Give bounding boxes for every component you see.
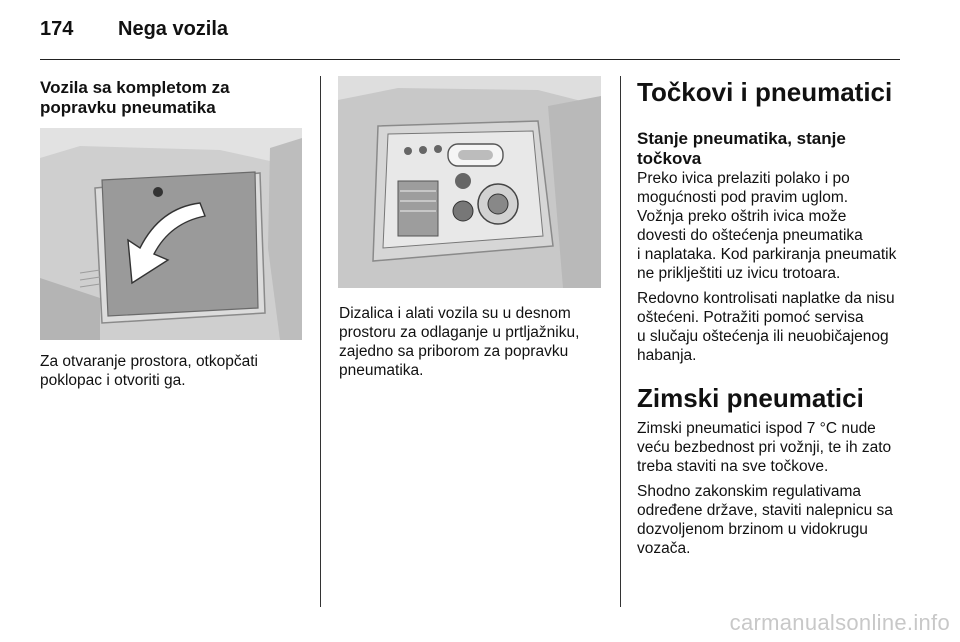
middle-paragraph-line: prostoru za odlaganje u prtljažniku,: [339, 324, 580, 341]
page-number: 174: [40, 18, 74, 40]
trunk-tools-illustration: [338, 76, 601, 288]
left-heading-line: Vozila sa kompletom za: [40, 78, 230, 97]
tire-condition-paragraph-1: [637, 169, 907, 283]
trunk-cover-illustration: [40, 128, 302, 340]
trunk-cover-drawing: [40, 128, 302, 340]
paragraph-line: dozvoljenom brzinom u vidokrugu: [637, 521, 868, 538]
paragraph-line: oštećeni. Potražiti pomoć servisa: [637, 309, 864, 326]
section-heading-tires: Točkovi i pneumatici: [637, 77, 893, 107]
paragraph-line: Shodno zakonskim regulativama: [637, 483, 862, 500]
paragraph-line: i naplataka. Kod parkiranja pneumatik: [637, 246, 897, 263]
watermark: carmanualsonline.info: [729, 610, 950, 635]
left-paragraph-line: poklopac i otvoriti ga.: [40, 372, 186, 389]
middle-paragraph-line: Dizalica i alati vozila su u desnom: [339, 305, 571, 322]
paragraph-line: vozača.: [637, 540, 691, 557]
subsection-heading-line: točkova: [637, 149, 702, 168]
middle-paragraph-line: zajedno sa priborom za popravku: [339, 343, 569, 360]
paragraph-line: Vožnja preko oštrih ivica može: [637, 208, 847, 225]
subsection-heading: [637, 129, 907, 169]
right-column: [637, 77, 907, 558]
left-paragraph-line: Za otvaranje prostora, otkopčati: [40, 353, 258, 370]
left-heading-line: popravku pneumatika: [40, 98, 216, 117]
paragraph-line: habanja.: [637, 347, 697, 364]
header-rule: [40, 59, 900, 60]
column-divider-2: [620, 76, 621, 607]
subsection-heading-line: Stanje pneumatika, stanje: [637, 129, 846, 148]
section-title: Nega vozila: [118, 18, 229, 40]
left-paragraph: [40, 352, 315, 390]
column-divider-1: [320, 76, 321, 607]
tire-condition-paragraph-2: [637, 289, 907, 365]
left-heading: [40, 78, 310, 118]
paragraph-line: veću bezbednost pri vožnji, te ih zato: [637, 439, 892, 456]
middle-paragraph-line: pneumatika.: [339, 362, 424, 379]
paragraph-line: Preko ivica prelaziti polako i po: [637, 170, 850, 187]
paragraph-line: Redovno kontrolisati naplatke da nisu: [637, 290, 895, 307]
paragraph-line: treba staviti na sve točkove.: [637, 458, 829, 475]
paragraph-line: ne priklještiti uz ivicu trotoara.: [637, 265, 841, 282]
section-heading-winter-tires: Zimski pneumatici: [637, 383, 864, 413]
trunk-tools-drawing: [338, 76, 601, 288]
paragraph-line: određene države, staviti nalepnicu sa: [637, 502, 893, 519]
paragraph-line: mogućnosti pod pravim uglom.: [637, 189, 849, 206]
winter-tires-paragraph-1: [637, 419, 907, 476]
paragraph-line: Zimski pneumatici ispod 7 °C nude: [637, 420, 876, 437]
paragraph-line: dovesti do oštećenja pneumatika: [637, 227, 863, 244]
winter-tires-paragraph-2: [637, 482, 907, 558]
paragraph-line: u slučaju oštećenja ili neuobičajenog: [637, 328, 889, 345]
middle-paragraph: [339, 304, 614, 380]
